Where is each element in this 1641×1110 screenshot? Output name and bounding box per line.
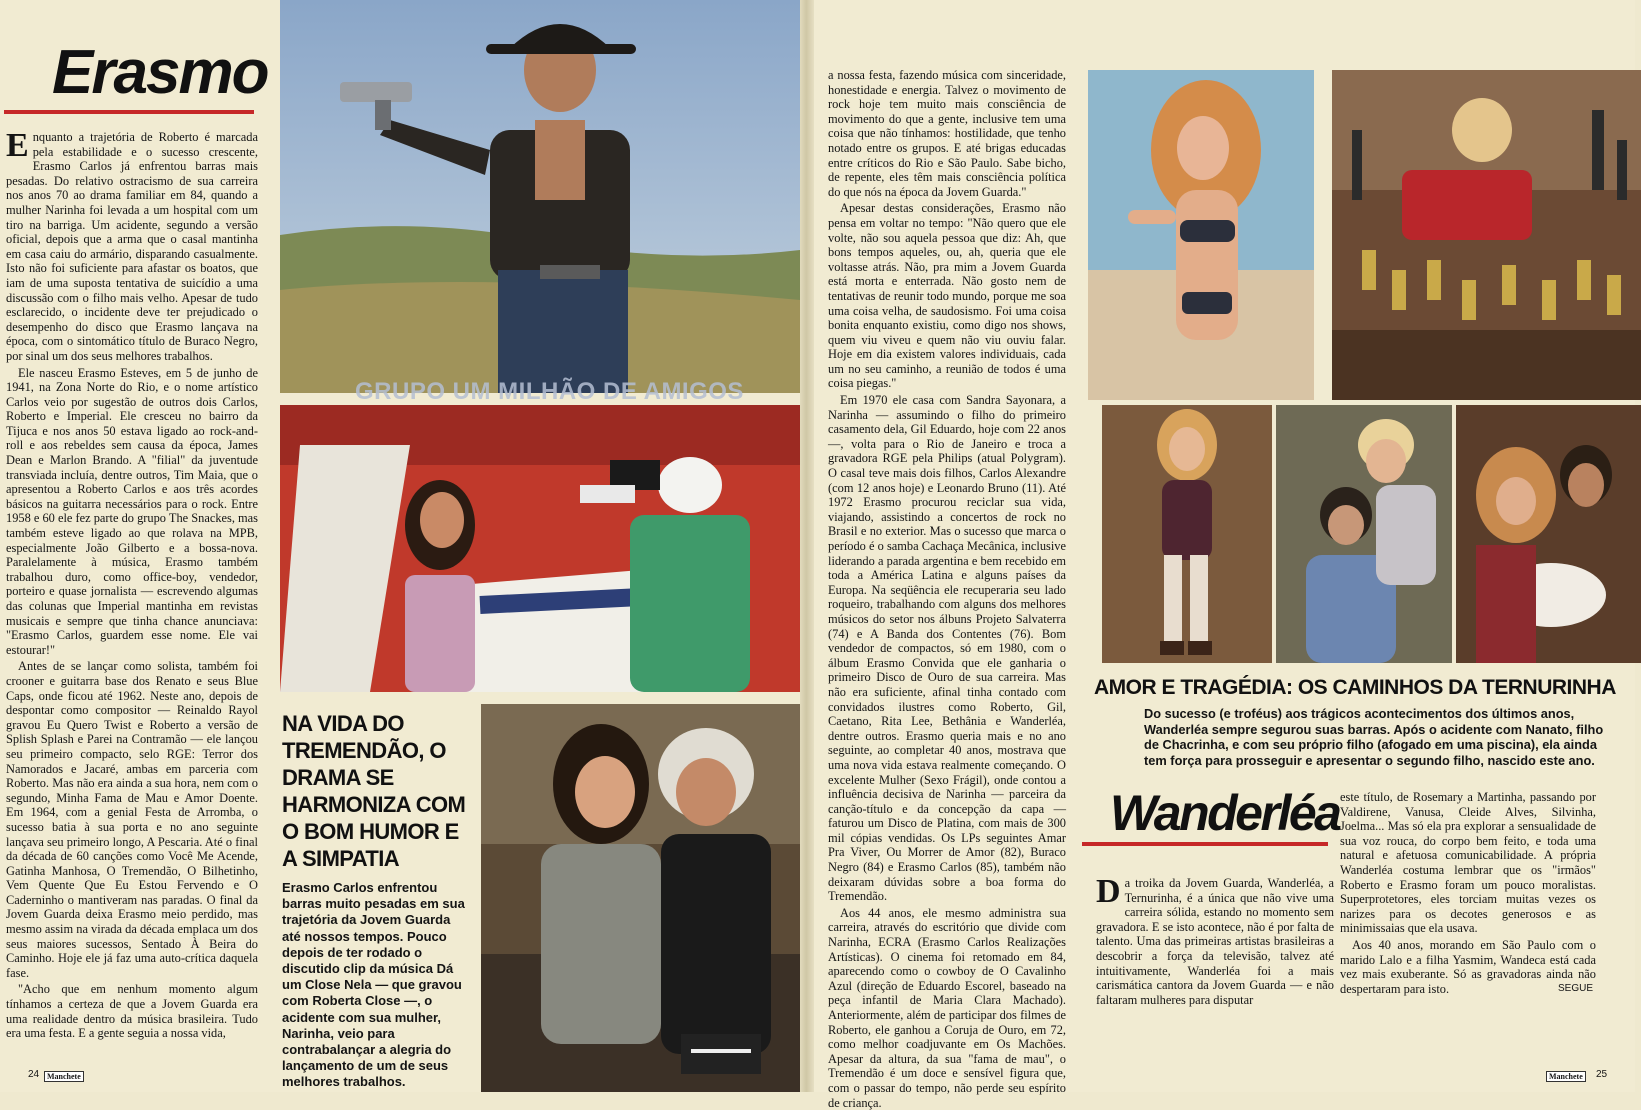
page-number-right: 25 bbox=[1596, 1069, 1608, 1080]
article-paragraph: Antes de se lançar como solista, também foi crooner e guitarra base dos Renato e seus Blue Caps, onde ficou até 1962. Neste ano, depois de despontar como compositor — Reinaldo Rayol gravou Eu Quero Twist e Roberto a versão de Splish Splash e Parei na Contramão — ele lançou seu primeiro compacto, selo RGE: Terror dos Namorados e Jacaré, ambas em parceria com Roberto. Mas não era ainda a sua hora, nem com o segundo, Minha Fama de Mau e Amor Doente. Em 1964, com a genial Festa de Arromba, o sucesso batia à sua porta e no ano seguinte lançava seu primeiro longo, A Pescaria. Até o final da década de 60 canções como Você Me Acende, Gatinha Manhosa, O Tremendão, O Bilhetinho, Vem Quente Que Eu Estou Fervendo e O Caderninho o mantiveram nas paradas. O final da Jovem Guarda deixa Erasmo meio perdido, mas mesmo assim na virada da década emplaca um dos seus maiores sucessos, Sentado À Beira do Caminho. Hoje ele já faz uma auto-crítica daquela fase. bbox=[6, 659, 258, 980]
dropcap: D bbox=[1096, 873, 1121, 910]
erasmo-subhead: NA VIDA DO TREMENDÃO, O DRAMA SE HARMONIZA COM O BOM HUMOR E A SIMPATIA bbox=[282, 711, 466, 871]
article-paragraph: Enquanto a trajetória de Roberto é marcada pela estabilidade e o sucesso crescente, Erasmo Carlos já enfrentou barras mais pesadas. Do relativo ostracismo de sua carreira nos anos 70 ao drama familiar em 84, quando a mulher Narinha foi levada a um hospital com um tiro na barriga. Um acidente, segundo a versão oficial, depois que a arma que o casal mantinha em casa caiu do armário, disparando casualmente. Isto não foi suficiente para afastar os boatos, que iam de uma suposta tentativa de suicídio a uma discussão com o filho mais velho. Apesar de tudo esclarecido, o incidente deve ter prejudicado o desempenho do disco que Erasmo lançava na época, com o sintomático título de Buraco Negro, por sinal um dos seus melhores trabalhos. bbox=[6, 127, 258, 363]
couple-photo bbox=[481, 704, 800, 1092]
erasmo-article-column bbox=[6, 127, 258, 1041]
article-paragraph: Em 1970 ele casa com Sandra Sayonara, a Narinha — assumindo o filho do primeiro casamento dela, Gil Eduardo, hoje com 22 anos —, volta para o Rio de Janeiro e troca a gravadora RGE pela Philips (atual Polygram). O casal teve mais dois filhos, Carlos Alexandre (com 12 anos hoje) e Leonardo Bruno (11). Até 1972 Erasmo procurou reciclar sua vida, viajando, assistindo a concertos de rock no Brasil e no exterior. Mas o sucesso que marca o período é o samba Cachaça Mecânica, inclusive liderando a parada argentina e bem recebido em toda a América Latina e alguns países da Europa. Na seqüência ele recuperaria seu lado roqueiro, trabalhando com alguns dos melhores músicos do setor nos álbuns Projeto Salvaterra (74) e A Banda dos Contentes (76). Bom vendedor de compactos, só em 1980, com o álbum Erasmo Convida que ele ganharia o primeiro Disco de Ouro de sua carreira. Mas não era suficiente, afinal tinha contado com convidados ilustres como Roberto, Gil, Caetano, Rita Lee, Bethânia e Wanderléa, dentre outros. Erasmo queria mais e no ano seguinte, ao completar 40 anos, mostrava que uma nova vida estava realmente começando. O excelente Mulher (Sexo Frágil), onde contou a influência decisiva de Narinha — parceira da canção-título e da concepção da capa — faturou um Disco de Platina, com mais de 300 mil cópias vendidas. Os LPs seguintes Amar Pra Viver, Ou Morrer de Amor (82), Buraco Negro (84) e Erasmo Carlos (85), também não deixaram dúvidas sobre a boa forma do Tremendão. bbox=[828, 393, 1066, 904]
article-paragraph: Aos 40 anos, morando em São Paulo com o marido Lalo e a filha Yasmim, Wandeca está cada vez mais exuberante. Só as gravadoras ainda não despertaram para isto. bbox=[1340, 937, 1596, 996]
hug-photo bbox=[1276, 405, 1452, 663]
trophies-photo bbox=[1332, 70, 1641, 400]
wanderlea-column-1 bbox=[1096, 873, 1334, 1026]
continued-label: SEGUE bbox=[1558, 983, 1594, 994]
bikini-photo bbox=[1088, 70, 1314, 400]
article-paragraph: "Acho que em nenhum momento algum tínhamos a certeza de que a Jovem Guarda era uma realidade dentro da música brasileira. Tudo era uma festa. E a gente seguia a nossa vida, bbox=[6, 982, 258, 1041]
video-shoot-photo bbox=[280, 405, 800, 692]
article-paragraph: este título, de Rosemary a Martinha, passando por Valdirene, Vanusa, Cleide Alves, Silvinha, Joelma... Mas só ela pra explorar a sensualidade de sua voz rouca, do corpo bem feito, e toda uma natural e afetuosa comunicabilidade. A própria Wanderléa costuma lembrar que os "irmãos" Roberto e Erasmo foram um pouco moralistas. Superprotetores, eles torciam muitas vezes os narizes para os decotes generosos e as minimissaias que ela usava. bbox=[1340, 790, 1596, 936]
left-page bbox=[0, 0, 806, 1092]
headline-rule bbox=[4, 110, 254, 114]
watermark-text: GRUPO UM MILHÃO DE AMIGOS bbox=[355, 378, 744, 405]
magazine-logo-right: Manchete bbox=[1546, 1071, 1586, 1082]
dropcap: E bbox=[6, 127, 29, 164]
wanderlea-caption: Do sucesso (e troféus) aos trágicos acontecimentos dos últimos anos, Wanderléa sempre segurou suas barras. Após o acidente com Nanato, filho de Chacrinha, e com seu próprio filho (afogado em uma piscina), ela ainda tem força para prosseguir e apresentar o segundo filho, nascido este ano. bbox=[1144, 706, 1604, 768]
erasmo-headline: Erasmo bbox=[52, 38, 268, 107]
cowboy-photo bbox=[280, 0, 800, 393]
article-paragraph: Da troika da Jovem Guarda, Wanderléa, a Ternurinha, é a única que não vive uma carreira sólida, estando no momento sem gravadora. E se isto acontece, não é por falta de talento. Uma das primeiras artistas brasileiras a descobrir a força da televisão, talvez até intuitivamente, Wanderléa foi a mais carismática cantora da Jovem Guarda — e não faltaram mulheres para disputar bbox=[1096, 873, 1334, 1007]
magazine-logo-left: Manchete bbox=[44, 1071, 84, 1082]
wanderlea-rule bbox=[1082, 842, 1328, 846]
erasmo-caption: Erasmo Carlos enfrentou barras muito pesadas em sua trajetória da Jovem Guarda até nossos tempos. Pouco depois de ter rodado o discutido clip da música Dá um Close Nela — que gravou com Roberta Close —, o acidente com sua mulher, Narinha, veio para contrabalançar a alegria do lançamento de um de seus melhores trabalhos. bbox=[282, 880, 465, 1090]
page-number-left: 24 bbox=[28, 1069, 40, 1080]
article-paragraph: a nossa festa, fazendo música com sinceridade, honestidade e energia. Talvez o movimento de rock hoje tem muito mais consciência de movimento do que a gente, inclusive tem uma coisa que não tínhamos: hostilidade, que tenho notado entre os grupos. E até brigas educadas entre críticos do Rio e São Paulo. Sabe bicho, de repente, eles têm mais consciência política do que nós na época da Jovem Guarda." bbox=[828, 68, 1066, 199]
article-paragraph: Ele nasceu Erasmo Esteves, em 5 de junho de 1941, na Zona Norte do Rio, e o nome artístico Carlos veio por sugestão de outros dois Carlos, Roberto e Imperial. Ele cresceu no bairro da Tijuca e nos anos 50 estava ligado ao rock-and-roll e aos rebeldes sem causa da época, James Dean e Marlon Brando. A "filial" da juventude transviada incluía, dentre outros, Tim Maia, que o apresentou a Roberto Carlos e aos três acordes básicos na guitarra necessários para o rock. Entre 1958 e 60 ele fez parte do grupo The Snackes, mas também esteve ligado ao que rolava na MPB, especialmente João Gilberto e a bossa-nova. Paralelamente à música, Erasmo também trabalhou duro, como office-boy, vendedor, porteiro e quase jornalista — escrevendo algumas das colunas que Imperial mantinha em revistas musicais e sempre que tinha chance anunciava: "Erasmo Carlos, guardem esse nome. Ele vai estourar!" bbox=[6, 365, 258, 657]
wanderlea-headline: Wanderléa bbox=[1110, 785, 1340, 841]
wanderlea-subhead: AMOR E TRAGÉDIA: OS CAMINHOS DA TERNURINHA bbox=[1094, 676, 1616, 699]
erasmo-article-column-2 bbox=[828, 68, 1066, 1110]
article-paragraph: Apesar destas considerações, Erasmo não pensa em voltar no tempo: "Não quero que ele volte, não sou aquela pessoa que diz: Ah, que bons tempos aqueles, ou, ah, queria que ele voltasse atrás. Não, pra mim a Jovem Guarda está morta e enterrada. Não gosto nem de tentativas de reunir todo mundo, porque me soa uma coisa velha, de saudosismo. Foi uma coisa bonita enquanto existiu, como digo nos shows, quem viu viveu e quem não viu ouviu falar. Hoje em dia existem valores individuais, cada um no seu caminho, a reunião de todos é uma coisa piegas." bbox=[828, 201, 1066, 391]
baby-photo bbox=[1456, 405, 1641, 663]
article-paragraph: Aos 44 anos, ele mesmo administra sua carreira, através do escritório que divide com Narinha, ECRA (Erasmo Carlos Realizações Artísticas). O cinema foi retomado em 84, aparecendo como o cowboy de O Cavalinho Azul (direção de Eduardo Escorel, baseado na peça infantil de Maria Clara Machado). Anteriormente, além de participar dos filmes de Roberto, ele ganhou a Coruja de Ouro, em 72, como melhor coadjuvante em Os Machões. Apesar da altura, da sua "fama de mau", o Tremendão é um doce e sensível figura que, com o passar do tempo, não perde seu espírito de criança. bbox=[828, 905, 1066, 1110]
right-page bbox=[806, 0, 1635, 1110]
boots-photo bbox=[1102, 405, 1272, 663]
